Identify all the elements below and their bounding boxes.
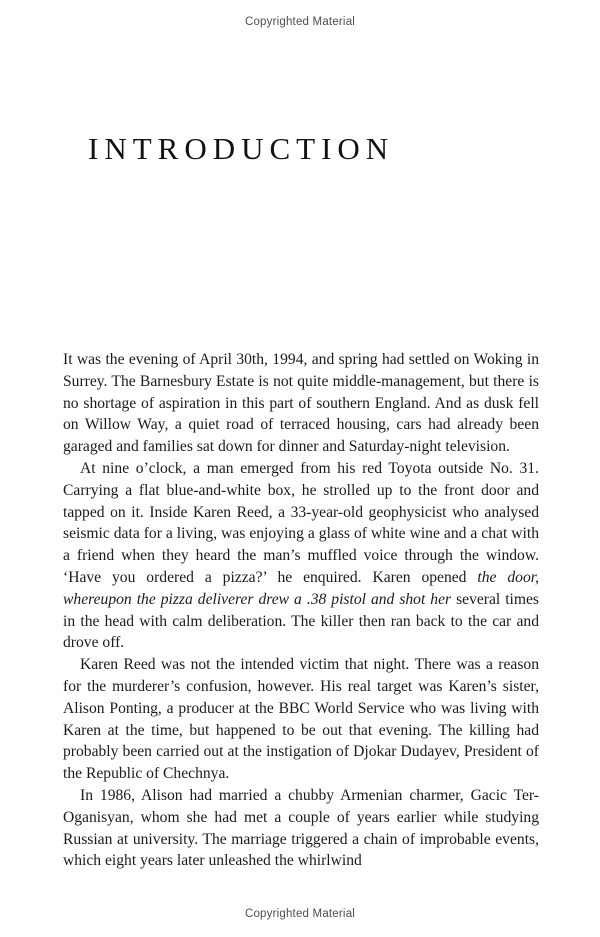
paragraph-2 (63, 458, 539, 654)
paragraph-2-text-continued: several times in the head with calm deliberation. The killer then ran back to the car and drove off. (63, 590, 539, 652)
paragraph-2-text: At nine o’clock, a man emerged from his red Toyota outside No. 31. Carrying a flat blue-and-white box, he strolled up to the front door and tapped on it. Inside Karen Reed, a 33-year-old geophysicist who analysed seismic data for a living, was enjoying a glass of white wine and a chat with a friend when they heard the man’s muffled voice through the window. ‘Have you ordered a pizza?’ he enquired. Karen opened (63, 459, 539, 586)
copyright-notice-top: Copyrighted Material (244, 16, 356, 28)
paragraph-1: It was the evening of April 30th, 1994, and spring had settled on Woking in Surrey. The Barnesbury Estate is not quite middle-management, but there is no shortage of aspiration in this part of southern England. And as dusk fell on Willow Way, a quiet road of terraced housing, cars had already been garaged and families sat down for dinner and Saturday-night television. (63, 351, 539, 456)
copyright-notice-bottom: Copyrighted Material (244, 908, 356, 920)
paragraph-4: In 1986, Alison had married a chubby Armenian charmer, Gacic Ter-Oganisyan, whom she had met a couple of years earlier while studying Russian at university. The marriage triggered a chain of improbable events, which eight years later unleashed the whirlwind (63, 786, 539, 870)
paragraph-2-italic-text: the door, whereupon the pizza deliverer drew a .38 pistol and shot her (63, 568, 539, 608)
chapter-title: INTRODUCTION (88, 131, 395, 166)
paragraph-3: Karen Reed was not the intended victim that night. There was a reason for the murderer’s confusion, however. His real target was Karen’s sister, Alison Ponting, a producer at the BBC World Service who was living with Karen at the time, but happened to be out that evening. The killing had probably been carried out at the instigation of Djokar Dudayev, President of the Republic of Chechnya. (63, 656, 539, 783)
body-text (63, 349, 539, 872)
